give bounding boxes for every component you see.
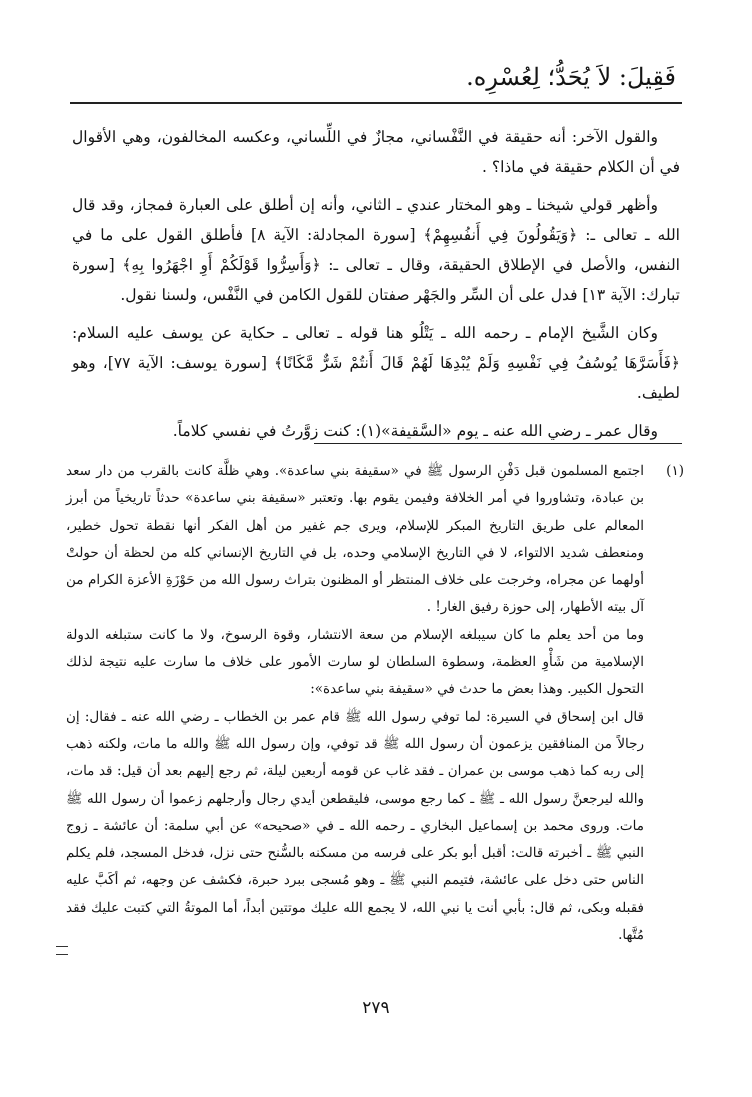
footnote-separator <box>314 443 682 444</box>
page-header <box>70 58 682 104</box>
page-number: ٢٧٩ <box>362 998 390 1018</box>
paragraph: وأظهر قولي شيخنا ـ وهو المختار عندي ـ الثاني، وأنه إن أطلق على العبارة فمجاز، وقد قال الله ـ تعالى ـ: ﴿وَيَقُولُونَ فِي أَنفُسِهِمْ﴾ [سورة المجادلة: الآية ٨] فأطلق القول على ما في النفس، والأصل في الإطلاق الحقيقة، وقال ـ تعالى ـ: ﴿وَأَسِرُّوا قَوْلَكُمْ أَوِ اجْهَرُوا بِهِ﴾ [سورة تبارك: الآية ١٣] فدل على أن السِّر والجَهْر صفتان للقول الكامن في النَّفْس، ولسنا نقول. <box>72 196 680 304</box>
paragraph: وقال عمر ـ رضي الله عنه ـ يوم «السَّقيفة»(١): كنت زوَّرتُ في نفسي كلاماً. <box>172 422 658 440</box>
main-text <box>72 122 680 454</box>
footnotes <box>66 458 684 949</box>
footnote-body <box>66 458 644 949</box>
paragraph: والقول الآخر: أنه حقيقة في النَّفْساني، مجازٌ في اللِّساني، وعكسه المخالفون، وهي الأقوال في أن الكلام حقيقة في ماذا؟ . <box>72 128 680 176</box>
paragraph: وكان الشَّيخ الإمام ـ رحمه الله ـ يَتْلُو هنا قوله ـ تعالى ـ حكاية عن يوسف عليه السلام: ﴿فَأَسَرَّهَا يُوسُفُ فِي نَفْسِهِ وَلَمْ يُبْدِهَا لَهُمْ قَالَ أَنتُمْ شَرٌّ مَّكَانًا﴾ [سورة يوسف: الآية ٧٧]، وهو لطيف. <box>72 324 680 402</box>
running-title: فَقِيلَ: لاَ يُحَدُّ؛ لِعُسْرِه. <box>466 63 676 91</box>
footnote-paragraph: قال ابن إسحاق في السيرة: لما توفي رسول الله ﷺ قام عمر بن الخطاب ـ رضي الله عنه ـ فقال: إن رجالاً من المنافقين يزعمون أن رسول الله ﷺ قد توفي، وإن رسول الله ﷺ والله ما مات، ولكنه ذهب إلى ربه كما ذهب موسى بن عمران ـ فقد غاب عن قومه أربعين ليلة، ثم رجع إليهم بعد أن قيل: قد مات، والله ليرجعنَّ رسول الله ـ ﷺ ـ كما رجع موسى، فليقطعن أيدي رجال وأرجلهم زعموا أن رسول الله ﷺ مات. وروى محمد بن إسماعيل البخاري ـ رحمه الله ـ في «صحيحه» عن أبي سلمة: أن عائشة ـ زوج النبي ﷺ ـ أخبرته قالت: أقبل أبو بكر على فرسه من مسكنه بالسُّنح حتى نزل، فدخل المسجد، فلم يكلم الناس حتى دخل على عائشة، فتيمم النبي ﷺ ـ وهو مُسجى ببرد حبرة، فكشف عن وجهه، ثم أكَبَّ عليه فقبله وبكى، ثم قال: بأبي أنت يا نبي الله، لا يجمع الله عليك موتتين أبداً، أما الموتةُ التي كتبت عليك فقد مُتَّها. <box>66 708 644 944</box>
footnote-paragraph: اجتمع المسلمون قبل دَفْنِ الرسول ﷺ في «سقيفة بني ساعدة». وهي ظلَّة كانت بالقرب من دار سعد بن عبادة، وتشاوروا في أمر الخلافة وفيمن يقوم بها. وتعتبر «سقيفة بني ساعدة» حدثاً تاريخياً من أبرز المعالم على طريق التاريخ المبكر للإسلام، ويرى جم غفير من أهل الفكر أنها نقطة تحول خطير، ومنعطف شديد الالتواء، لا في التاريخ الإسلامي وحده، بل في التاريخ الإنساني كله من لحظة أن حولتْ أولهما عن مجراه، وخرجت على خلاف المنتظر أو المظنون بتراث رسول الله من حَوْزَةِ الأعزة الكرام من آل بيته الأطهار، إلى حوزة رفيق الغار! . <box>66 463 644 616</box>
continuation-mark <box>56 946 68 955</box>
footnote-number: (١) <box>666 463 684 479</box>
footnote-paragraph: وما من أحد يعلم ما كان سيبلغه الإسلام من سعة الانتشار، وقوة الرسوخ، ولا ما كانت ستبلغه الدولة الإسلامية من شَأْوِ العظمة، وسطوة السلطان لو سارت الأمور على خلاف ما سارت عليه نتيجة لذلك التحول الكبير. وهذا بعض ما حدث في «سقيفة بني ساعدة»: <box>66 626 644 698</box>
